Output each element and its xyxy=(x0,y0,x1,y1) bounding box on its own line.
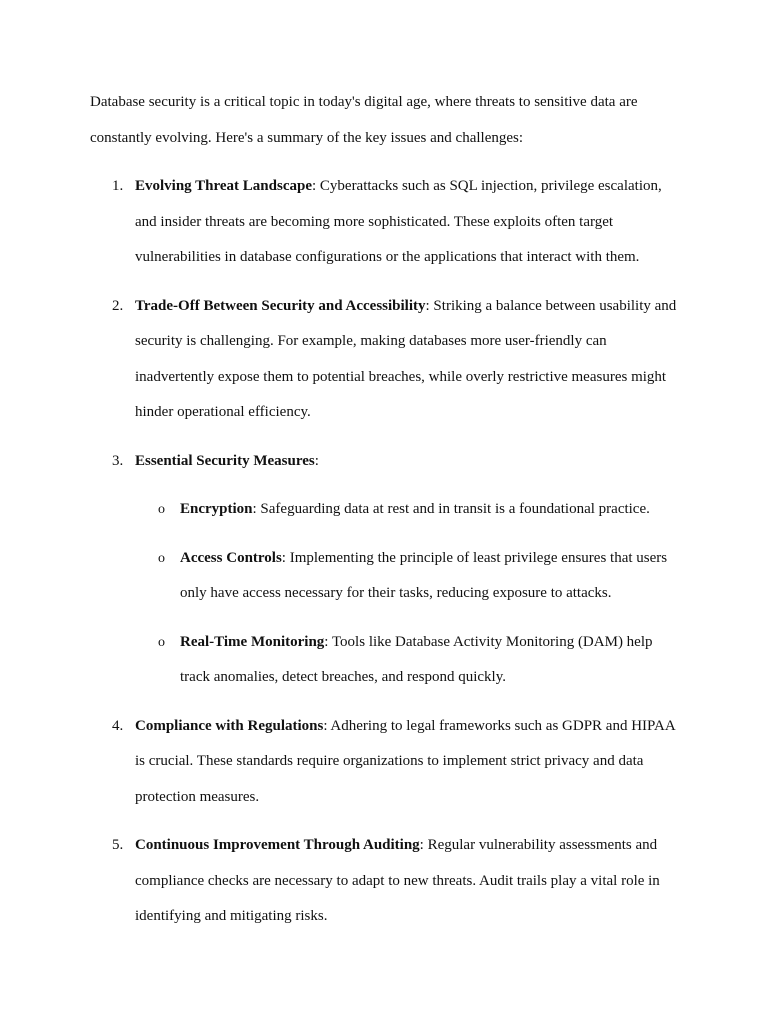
item-text: : Adhering to legal frameworks such as GDPR and HIPAA is crucial. These standards require organizations to implement strict privacy and data protection measures. xyxy=(135,717,675,805)
list-number: 2. xyxy=(112,297,124,314)
list-number: 3. xyxy=(112,452,124,469)
bullet-marker: o xyxy=(158,634,165,650)
item-title: Evolving Threat Landscape xyxy=(135,178,312,194)
subitem-text: : Tools like Database Activity Monitoring (DAM) help track anomalies, detect breaches, and respond quickly. xyxy=(180,633,653,685)
list-number: 1. xyxy=(112,178,124,194)
bullet-marker: o xyxy=(158,502,165,517)
intro-paragraph: Database security is a critical topic in today's digital age, where threats to sensitive data are constantly evolving. Here's a summary of the key issues and challenges: xyxy=(90,94,638,146)
numbered-list xyxy=(90,169,682,935)
bullet-sublist xyxy=(135,492,682,696)
list-item xyxy=(90,169,682,276)
list-number: 4. xyxy=(112,717,124,734)
list-item xyxy=(90,444,682,696)
sublist-item xyxy=(135,625,682,696)
document-body xyxy=(90,85,682,948)
sublist-item xyxy=(135,541,682,612)
list-item xyxy=(90,828,682,935)
item-title: Essential Security Measures xyxy=(135,452,315,469)
subitem-title: Real-Time Monitoring xyxy=(180,633,325,650)
item-text: : Striking a balance between usability and security is challenging. For example, making databases more user-friendly can inadvertently expose them to potential breaches, while overly restrictive measures might hinder operational efficiency. xyxy=(135,297,677,420)
list-item xyxy=(90,289,682,431)
item-text: : xyxy=(314,452,319,469)
item-text: : Regular vulnerability assessments and compliance checks are necessary to adapt to new threats. Audit trails play a vital role in identifying and mitigating risks. xyxy=(135,837,660,924)
item-title: Continuous Improvement Through Auditing xyxy=(135,837,420,853)
list-item xyxy=(90,709,682,816)
sublist-item xyxy=(135,492,682,528)
subitem-title: Access Controls xyxy=(180,549,282,566)
item-text: : Cyberattacks such as SQL injection, privilege escalation, and insider threats are becoming more sophisticated. These exploits often target vulnerabilities in database configurations or the applications that interact with them. xyxy=(135,178,662,265)
item-title: Trade-Off Between Security and Accessibility xyxy=(135,297,426,314)
subitem-text: : Implementing the principle of least privilege ensures that users only have access necessary for their tasks, reducing exposure to attacks. xyxy=(180,549,668,601)
subitem-title: Encryption xyxy=(180,501,253,517)
item-title: Compliance with Regulations xyxy=(135,717,324,734)
bullet-marker: o xyxy=(158,550,165,566)
subitem-text: : Safeguarding data at rest and in transit is a foundational practice. xyxy=(252,501,650,517)
list-number: 5. xyxy=(112,837,124,853)
